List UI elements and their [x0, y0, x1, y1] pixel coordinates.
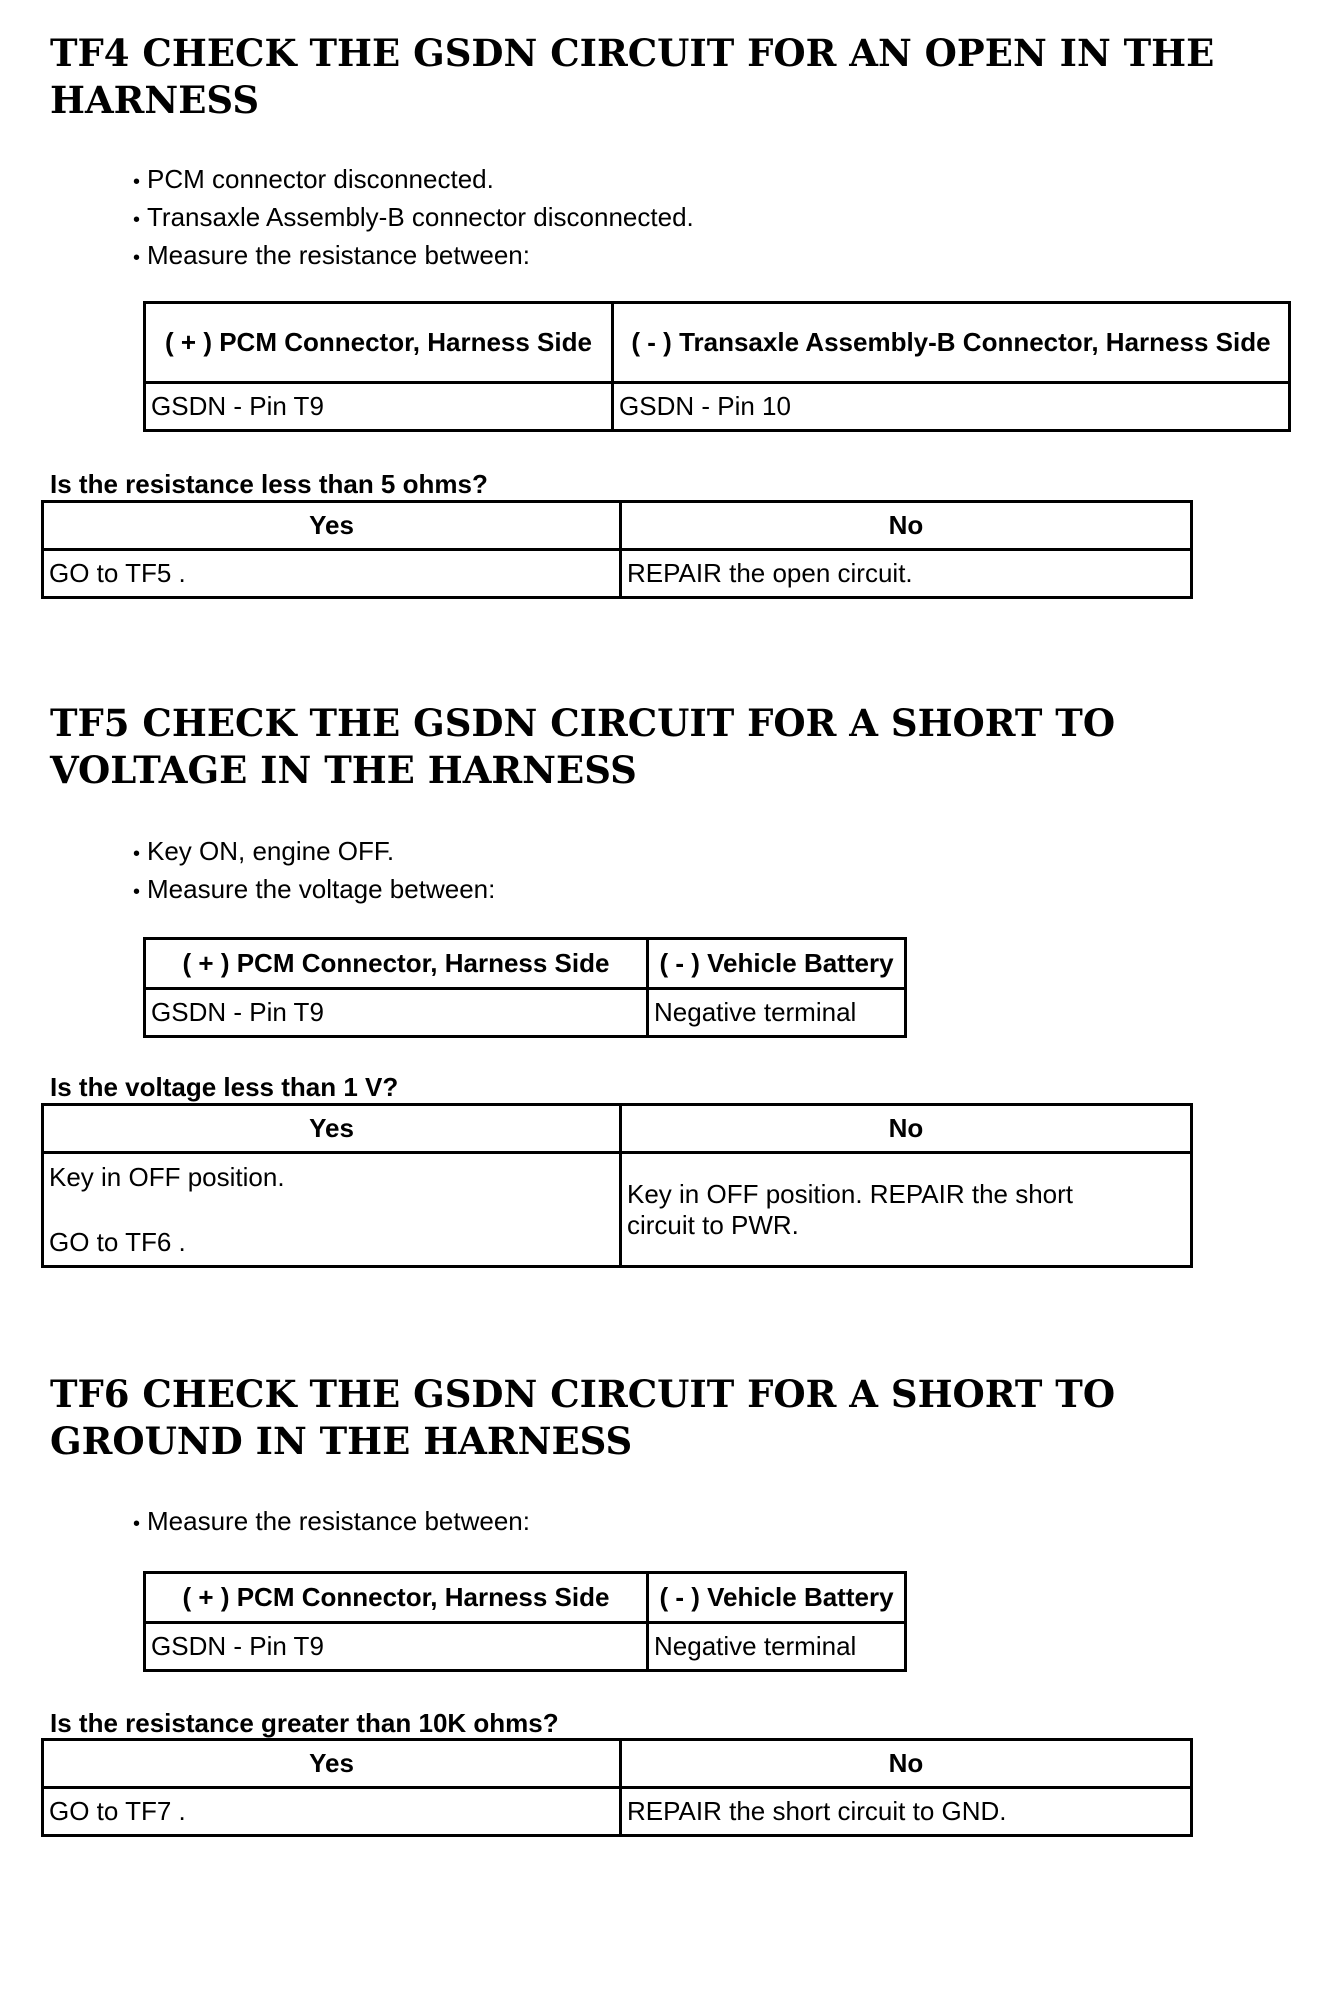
- yes-line-2: GO to TF6 .: [49, 1226, 186, 1257]
- no-header: No: [621, 502, 1192, 550]
- column-header: ( - ) Vehicle Battery: [648, 1573, 906, 1623]
- tf6-bullet-list: [133, 1504, 530, 1542]
- table-row: [43, 1153, 1192, 1267]
- table-row: [43, 1788, 1192, 1836]
- table-header-row: [43, 1740, 1192, 1788]
- tf4-answer-table: [41, 500, 1193, 599]
- list-item: [133, 1504, 530, 1542]
- tf6-answer-table: [41, 1738, 1193, 1837]
- column-header: ( - ) Vehicle Battery: [648, 939, 906, 989]
- table-header-row: [43, 1105, 1192, 1153]
- table-header-row: [43, 502, 1192, 550]
- tf5-measure-table: [143, 937, 907, 1038]
- table-cell: GSDN - Pin T9: [145, 383, 613, 431]
- table-row: [43, 550, 1192, 598]
- tf6-question: Is the resistance greater than 10K ohms?: [50, 1708, 559, 1738]
- yes-cell: GO to TF5 .: [43, 550, 621, 598]
- yes-header: Yes: [43, 502, 621, 550]
- tf5-question: Is the voltage less than 1 V?: [50, 1072, 399, 1102]
- list-item: [133, 162, 694, 200]
- list-item: [133, 872, 495, 910]
- bullet-text: Transaxle Assembly-B connector disconnected.: [147, 202, 694, 232]
- table-row: [145, 1623, 906, 1671]
- no-cell: REPAIR the short circuit to GND.: [621, 1788, 1192, 1836]
- table-cell: GSDN - Pin 10: [613, 383, 1290, 431]
- bullet-text: Key ON, engine OFF.: [147, 836, 395, 866]
- table-header-row: [145, 939, 906, 989]
- table-cell: Negative terminal: [648, 1623, 906, 1671]
- table-row: [145, 383, 1290, 431]
- yes-header: Yes: [43, 1740, 621, 1788]
- column-header: ( - ) Transaxle Assembly-B Connector, Harness Side: [613, 303, 1290, 383]
- bullet-text: Measure the voltage between:: [147, 874, 496, 904]
- tf5-heading: TF5 CHECK THE GSDN CIRCUIT FOR A SHORT TO VOLTAGE IN THE HARNESS: [50, 701, 1116, 792]
- table-cell: Negative terminal: [648, 989, 906, 1037]
- column-header: ( + ) PCM Connector, Harness Side: [145, 1573, 648, 1623]
- no-header: No: [621, 1740, 1192, 1788]
- list-item: [133, 200, 694, 238]
- tf4-measure-table: [143, 301, 1291, 432]
- table-header-row: [145, 303, 1290, 383]
- tf6-heading: TF6 CHECK THE GSDN CIRCUIT FOR A SHORT TO GROUND IN THE HARNESS: [50, 1372, 1116, 1463]
- table-cell: GSDN - Pin T9: [145, 1623, 648, 1671]
- yes-cell-lines: [49, 1162, 614, 1258]
- table-header-row: [145, 1573, 906, 1623]
- tf4-question: Is the resistance less than 5 ohms?: [50, 469, 488, 499]
- list-item: [133, 238, 694, 276]
- tf6-measure-table: [143, 1571, 907, 1672]
- no-cell: Key in OFF position. REPAIR the short circuit to PWR.: [621, 1153, 1192, 1267]
- yes-cell: GO to TF7 .: [43, 1788, 621, 1836]
- yes-line-1: Key in OFF position.: [49, 1161, 285, 1192]
- column-header: ( + ) PCM Connector, Harness Side: [145, 939, 648, 989]
- bullet-text: Measure the resistance between:: [147, 1506, 530, 1536]
- table-row: [145, 989, 906, 1037]
- column-header: ( + ) PCM Connector, Harness Side: [145, 303, 613, 383]
- no-header: No: [621, 1105, 1192, 1153]
- bullet-text: PCM connector disconnected.: [147, 164, 494, 194]
- bullet-text: Measure the resistance between:: [147, 240, 530, 270]
- tf4-bullet-list: [133, 162, 694, 276]
- table-cell: GSDN - Pin T9: [145, 989, 648, 1037]
- tf5-bullet-list: [133, 834, 495, 910]
- yes-header: Yes: [43, 1105, 621, 1153]
- tf5-answer-table: [41, 1103, 1193, 1268]
- yes-cell: [43, 1153, 621, 1267]
- tf4-heading: TF4 CHECK THE GSDN CIRCUIT FOR AN OPEN IN THE HARNESS: [50, 31, 1215, 122]
- list-item: [133, 834, 495, 872]
- no-cell: REPAIR the open circuit.: [621, 550, 1192, 598]
